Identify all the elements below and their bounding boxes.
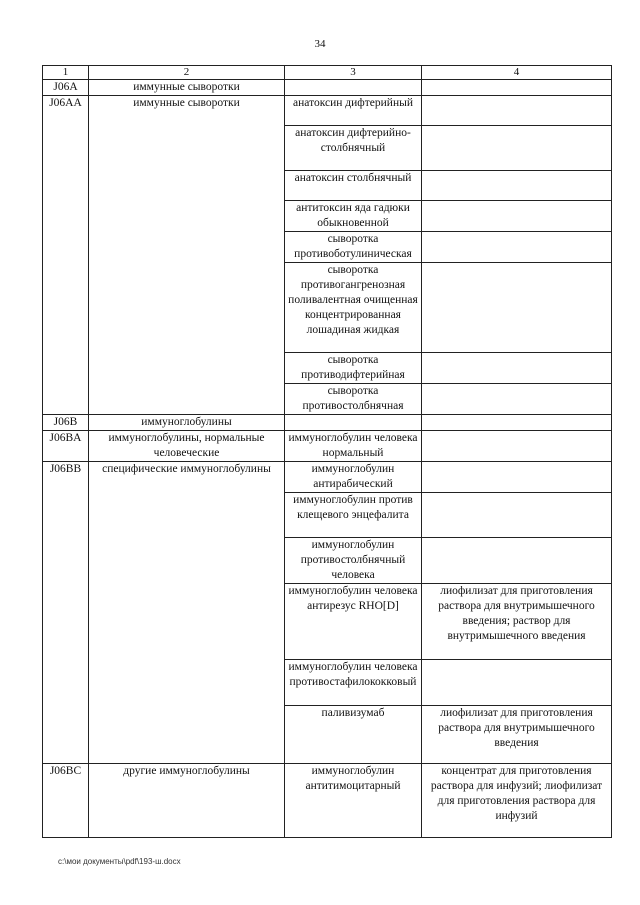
dosage-form <box>422 80 612 96</box>
atc-group: иммуноглобулины <box>89 415 285 431</box>
drug-name: иммуноглобулин человека противостафилококковый <box>285 660 422 706</box>
atc-group: другие иммуноглобулины <box>89 764 285 838</box>
dosage-form <box>422 538 612 584</box>
file-path-footer: c:\мои документы\pdf\193-ш.docx <box>58 857 181 866</box>
atc-code: J06AA <box>43 96 89 415</box>
atc-code: J06B <box>43 415 89 431</box>
drug-name: сыворотка противостолбнячная <box>285 384 422 415</box>
drug-name: анатоксин дифтерийный <box>285 96 422 126</box>
dosage-form <box>422 493 612 538</box>
dosage-form <box>422 126 612 171</box>
drug-name: иммуноглобулин человека антирезус RHO[D] <box>285 584 422 660</box>
drug-name: иммуноглобулин противостолбнячный человека <box>285 538 422 584</box>
table-row <box>43 96 612 126</box>
drug-name: иммуноглобулин антирабический <box>285 462 422 493</box>
table-row <box>43 764 612 838</box>
table-row <box>43 462 612 493</box>
atc-code: J06A <box>43 80 89 96</box>
atc-code: J06BC <box>43 764 89 838</box>
drug-name: иммуноглобулин против клещевого энцефалита <box>285 493 422 538</box>
drug-name: анатоксин дифтерийно-столбнячный <box>285 126 422 171</box>
dosage-form <box>422 415 612 431</box>
dosage-form <box>422 96 612 126</box>
dosage-form <box>422 462 612 493</box>
table-row <box>43 415 612 431</box>
column-header-1: 1 <box>43 66 89 80</box>
column-header-4: 4 <box>422 66 612 80</box>
dosage-form <box>422 232 612 263</box>
dosage-form <box>422 660 612 706</box>
dosage-form <box>422 431 612 462</box>
atc-code: J06BB <box>43 462 89 764</box>
table-header-row <box>43 66 612 80</box>
drug-name: паливизумаб <box>285 706 422 764</box>
dosage-form: лиофилизат для приготовления раствора для внутримышечного введения <box>422 706 612 764</box>
dosage-form: лиофилизат для приготовления раствора для внутримышечного введения; раствор для внутримышечного введения <box>422 584 612 660</box>
drug-name: иммуноглобулин человека нормальный <box>285 431 422 462</box>
page-number: 34 <box>314 38 326 50</box>
column-header-2: 2 <box>89 66 285 80</box>
dosage-form <box>422 384 612 415</box>
drug-name <box>285 80 422 96</box>
atc-group: специфические иммуноглобулины <box>89 462 285 764</box>
dosage-form: концентрат для приготовления раствора для инфузий; лиофилизат для приготовления раствора для инфузий <box>422 764 612 838</box>
drug-name: иммуноглобулин антитимоцитарный <box>285 764 422 838</box>
atc-code: J06BA <box>43 431 89 462</box>
drug-name: сыворотка противоботулиническая <box>285 232 422 263</box>
dosage-form <box>422 263 612 353</box>
dosage-form <box>422 171 612 201</box>
drug-name <box>285 415 422 431</box>
drug-name: антитоксин яда гадюки обыкновенной <box>285 201 422 232</box>
dosage-form <box>422 353 612 384</box>
drug-name: сыворотка противодифтерийная <box>285 353 422 384</box>
atc-group: иммунные сыворотки <box>89 80 285 96</box>
atc-group: иммунные сыворотки <box>89 96 285 415</box>
table-row <box>43 80 612 96</box>
column-header-3: 3 <box>285 66 422 80</box>
drug-name: анатоксин столбнячный <box>285 171 422 201</box>
table-row <box>43 431 612 462</box>
dosage-form <box>422 201 612 232</box>
drug-name: сыворотка противогангренозная поливалентная очищенная концентрированная лошадиная жидкая <box>285 263 422 353</box>
medication-table <box>42 65 612 838</box>
atc-group: иммуноглобулины, нормальные человеческие <box>89 431 285 462</box>
